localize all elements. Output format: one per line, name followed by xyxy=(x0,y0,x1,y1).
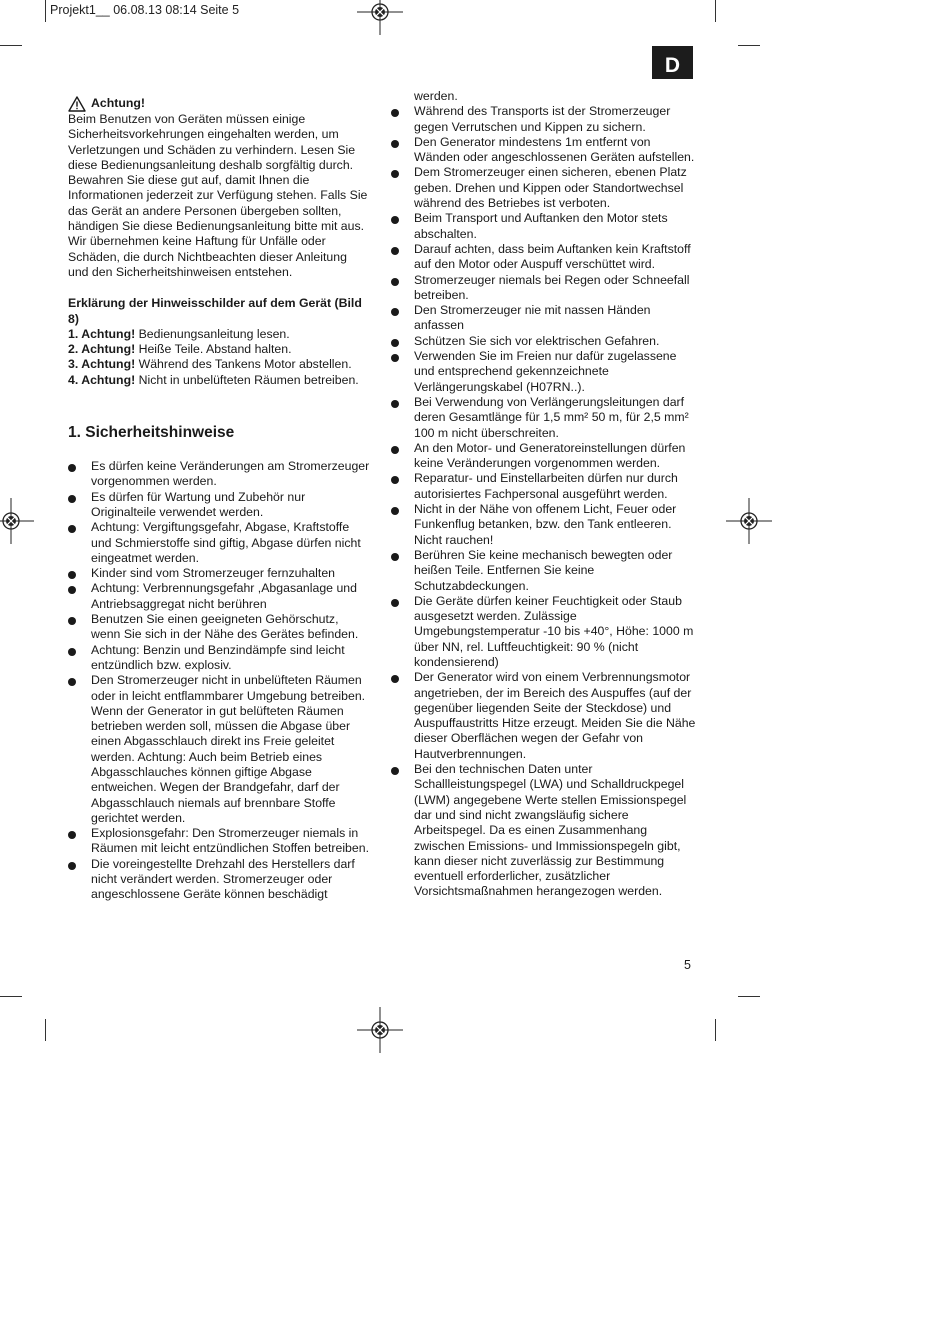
list-item: Den Stromerzeuger nie mit nassen Händen anfassen xyxy=(414,303,698,334)
list-item: Berühren Sie keine mechanisch bewegten oder heißen Teile. Entfernen Sie keine Schutzabdeckungen. xyxy=(414,548,698,594)
list-item: Es dürfen keine Veränderungen am Stromerzeuger vorgenommen werden. xyxy=(68,459,370,490)
list-item: Bei den technischen Daten unter Schallleistungspegel (LWA) und Schalldruckpegel (LWM) angegebene Werte stellen Emissionspegel dar und sind nicht zwangsläufig sichere Arbeitspegel. Da es einen Zusammenhang zwischen Emissions- und Immissionspegeln gibt, kann dieser nicht zuverlässig zur Bestimmung eventuell erforderlicher, zusätzlicher Vorsichtsmaßnahmen herangezogen werden. xyxy=(414,762,698,900)
list-item: Der Generator wird von einem Verbrennungsmotor angetrieben, der im Bereich des Auspuffes (auf der gegenüber liegenden Seite der Steckdose) und Auspuffaustritts Hitze erzeugt. Meiden Sie die Nähe dieser Oberflächen wegen der Gefahr von Hautverbrennungen. xyxy=(414,670,698,762)
registration-mark-icon xyxy=(0,498,34,544)
list-item: Den Stromerzeuger nicht in unbelüfteten Räumen oder in leicht entflammbarer Umgebung betreiben. Wenn der Generator in gut belüfteten Räumen betrieben werden soll, müssen die Abgase über einen Abgasschlauch direkt ins Freie geleitet werden. Achtung: Auch beim Betrieb eines Abgasschlauches können giftige Abgase entweichen. Wegen der Brandgefahr, darf der Abgasschlauch niemals auf brennbare Stoffe gerichtet werden. xyxy=(68,673,370,826)
list-item: Kinder sind vom Stromerzeuger fernzuhalten xyxy=(68,566,370,581)
list-item: Beim Transport und Auftanken den Motor stets abschalten. xyxy=(414,211,698,242)
list-item: Nicht in der Nähe von offenem Licht, Feuer oder Funkenflug betanken, bzw. den Tank entleeren. Nicht rauchen! xyxy=(414,502,698,548)
legend-item: 4. Achtung! Nicht in unbelüfteten Räumen betreiben. xyxy=(68,372,359,387)
list-item: Reparatur- und Einstellarbeiten dürfen nur durch autorisiertes Fachpersonal ausgeführt werden. xyxy=(414,471,698,502)
list-item: An den Motor- und Generatoreinstellungen dürfen keine Veränderungen vorgenommen werden. xyxy=(414,441,698,472)
list-item: Explosionsgefahr: Den Stromerzeuger niemals in Räumen mit leicht entzündlichen Stoffen betreiben. xyxy=(68,826,370,857)
warning-triangle-icon xyxy=(68,96,86,112)
registration-mark-icon xyxy=(357,0,403,35)
safety-list-left xyxy=(68,459,370,903)
list-item: Schützen Sie sich vor elektrischen Gefahren. xyxy=(414,334,698,349)
list-item: Dem Stromerzeuger einen sicheren, ebenen Platz geben. Drehen und Kippen oder Standortwechsel während des Betriebes ist verboten. xyxy=(414,165,698,211)
warning-heading xyxy=(68,96,370,112)
list-item: Die voreingestellte Drehzahl des Herstellers darf nicht verändert werden. Stromerzeuger oder angeschlossene Geräte können beschädigt xyxy=(68,857,370,903)
legend-item: 3. Achtung! Während des Tankens Motor abstellen. xyxy=(68,357,352,372)
section-title: 1. Sicherheitshinweise xyxy=(68,424,235,442)
print-slug: Projekt1__ 06.08.13 08:14 Seite 5 xyxy=(50,3,240,17)
language-badge: D xyxy=(652,46,693,79)
list-item: Darauf achten, dass beim Auftanken kein Kraftstoff auf den Motor oder Auspuff verschüttet wird. xyxy=(414,242,698,273)
crop-mark-top-left-h xyxy=(0,45,22,46)
warning-title: Achtung! xyxy=(91,96,145,111)
legend-title: Erklärung der Hinweisschilder auf dem Gerät (Bild 8) xyxy=(68,296,362,326)
safety-list-right xyxy=(414,104,698,899)
crop-mark-top-right-h xyxy=(738,45,760,46)
warning-text: Beim Benutzen von Geräten müssen einige Sicherheitsvorkehrungen eingehalten werden, um Verletzungen und Schäden zu verhindern. Lesen Sie diese Bedienungsanleitung deshalb sorgfältig durch. Bewahren Sie diese gut auf, damit Ihnen die Informationen jederzeit zur Verfügung stehen. Falls Sie das Gerät an andere Personen übergeben sollten, händigen Sie diese Bedienungsanleitung bitte mit aus. Wir übernehmen keine Haftung für Unfälle oder Schäden, die durch Nichtbeachten dieser Anleitung und den Sicherheitshinweisen entstehen. xyxy=(68,112,368,279)
crop-mark-bottom-right-v xyxy=(715,1019,716,1041)
crop-mark-bottom-right-h xyxy=(738,996,760,997)
legend-item: 2. Achtung! Heiße Teile. Abstand halten. xyxy=(68,342,292,357)
continuation-text: werden. xyxy=(414,89,458,103)
list-item: Während des Transports ist der Stromerzeuger gegen Verrutschen und Kippen zu sichern. xyxy=(414,104,698,135)
legend-item: 1. Achtung! Bedienungsanleitung lesen. xyxy=(68,326,290,341)
crop-mark-top-left-v xyxy=(45,0,46,22)
registration-mark-icon xyxy=(726,498,772,544)
crop-mark-bottom-left-v xyxy=(45,1019,46,1041)
list-item: Achtung: Vergiftungsgefahr, Abgase, Kraftstoffe und Schmierstoffe sind giftig, Abgase dürfen nicht eingeatmet werden. xyxy=(68,520,370,566)
crop-mark-top-right-v xyxy=(715,0,716,22)
list-item: Achtung: Benzin und Benzindämpfe sind leicht entzündlich bzw. explosiv. xyxy=(68,643,370,674)
list-item: Die Geräte dürfen keiner Feuchtigkeit oder Staub ausgesetzt werden. Zulässige Umgebungstemperatur -10 bis +40°, Höhe: 1000 m über NN, rel. Luftfeuchtigkeit: 90 % (nicht kondensierend) xyxy=(414,594,698,670)
left-column xyxy=(68,96,370,903)
right-column xyxy=(414,89,698,900)
registration-mark-icon xyxy=(357,1007,403,1053)
list-item: Verwenden Sie im Freien nur dafür zugelassene und entsprechend gekennzeichnete Verlängerungskabel (H07RN..). xyxy=(414,349,698,395)
page-number: 5 xyxy=(684,958,691,972)
list-item: Den Generator mindestens 1m entfernt von Wänden oder angeschlossenen Geräten aufstellen. xyxy=(414,135,698,166)
list-item: Achtung: Verbrennungsgefahr ,Abgasanlage und Antriebsaggregat nicht berühren xyxy=(68,581,370,612)
list-item: Es dürfen für Wartung und Zubehör nur Originalteile verwendet werden. xyxy=(68,490,370,521)
list-item: Benutzen Sie einen geeigneten Gehörschutz, wenn Sie sich in der Nähe des Gerätes befinden. xyxy=(68,612,370,643)
crop-mark-bottom-left-h xyxy=(0,996,22,997)
list-item: Bei Verwendung von Verlängerungsleitungen darf deren Gesamtlänge für 1,5 mm² 50 m, für 2,5 mm² 100 m nicht überschreiten. xyxy=(414,395,698,441)
list-item: Stromerzeuger niemals bei Regen oder Schneefall betreiben. xyxy=(414,273,698,304)
